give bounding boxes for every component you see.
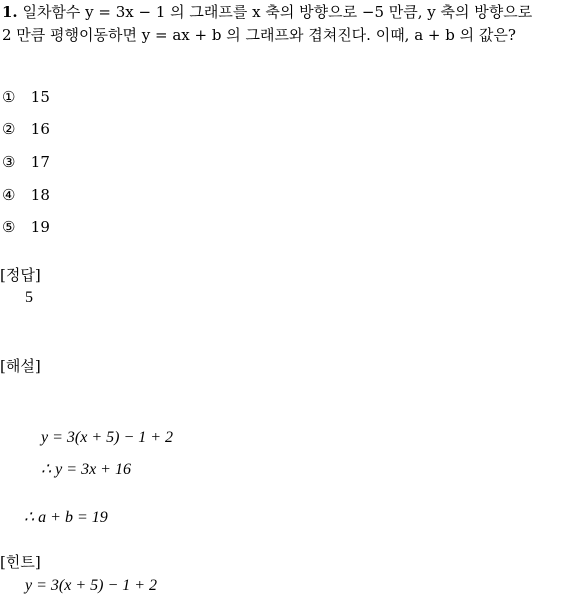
choice-mark: ① (2, 88, 16, 106)
choice-mark: ④ (2, 186, 16, 204)
hint-heading: [힌트] (0, 553, 41, 571)
choice-text: 18 (30, 186, 50, 204)
answer-value: 5 (25, 289, 33, 306)
answer-heading: [정답] (0, 266, 41, 284)
explanation-conclusion: ∴ a + b = 19 (24, 509, 108, 526)
choice-item[interactable] (2, 120, 50, 138)
choice-mark: ② (2, 120, 16, 138)
explanation-equation-1: y = 3(x + 5) − 1 + 2 (41, 429, 174, 446)
choice-item[interactable] (2, 218, 50, 236)
question-text-2: 2 만큼 평행이동하면 y = ax + b 의 그래프와 겹쳐진다. 이때, a + b 의 값은? (2, 26, 516, 44)
choice-text: 16 (30, 120, 50, 138)
choice-text: 17 (30, 153, 50, 171)
choice-item[interactable] (2, 186, 50, 204)
choice-text: 19 (30, 218, 50, 236)
question-number: 1. (2, 3, 18, 21)
explanation-heading: [해설] (0, 357, 41, 375)
question-line-1 (2, 3, 532, 21)
choice-item[interactable] (2, 88, 50, 106)
choice-item[interactable] (2, 153, 50, 171)
question-text-1: 일차함수 y = 3x − 1 의 그래프를 x 축의 방향으로 −5 만큼, y 축의 방향으로 (22, 3, 533, 21)
choice-mark: ⑤ (2, 218, 16, 236)
hint-equation: y = 3(x + 5) − 1 + 2 (25, 577, 158, 594)
explanation-equation-2: ∴ y = 3x + 16 (41, 461, 131, 478)
choice-mark: ③ (2, 153, 16, 171)
choice-text: 15 (30, 88, 50, 106)
